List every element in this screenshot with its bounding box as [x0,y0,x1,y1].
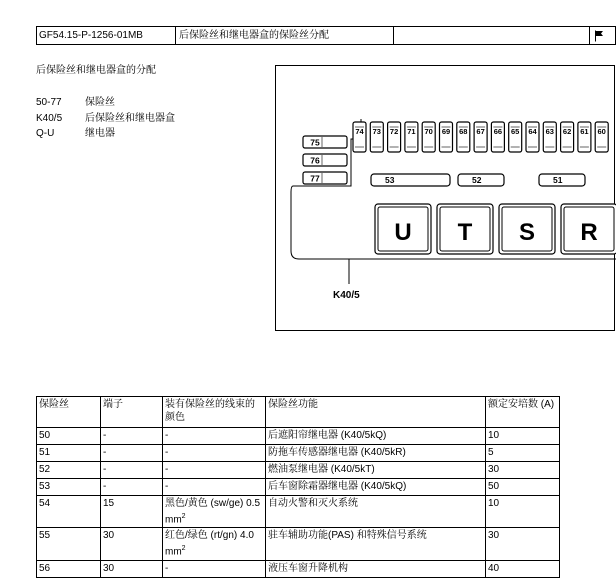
cell-function: 液压车窗升降机构 [266,560,486,577]
fuse-73 [370,122,383,152]
cell-fuse: 51 [37,445,101,462]
fuse-70 [422,122,435,152]
legend-desc: 后保险丝和继电器盒 [85,113,175,124]
cell-color: - [163,479,266,496]
fuse-label: 69 [441,127,451,136]
legend-desc: 保险丝 [85,97,115,108]
fuse-label: 74 [355,127,364,136]
section-title: 后保险丝和继电器盒的分配 [36,65,156,76]
cell-function: 自动火警和灭火系统 [266,496,486,528]
table-header-row [37,397,560,428]
cell-color: 黑色/黄色 (sw/ge) 0.5 $mm^2$ [163,496,266,528]
cell-color: - [163,428,266,445]
relay-label: S [518,219,536,246]
fuse-label: 52 [472,175,482,185]
fuse-label: 60 [597,127,606,136]
cell-terminal: - [101,428,163,445]
document-header [36,26,616,45]
fuse-label: 64 [528,127,537,136]
table-row [37,496,560,528]
cell-function: 后车窗除霜器继电器 (K40/5kQ) [266,479,486,496]
fuse-label: 73 [372,127,381,136]
fuse-label: 62 [562,127,572,136]
table-row [37,528,560,560]
fuse-label: 51 [553,175,563,185]
fuse-64 [526,122,539,152]
cell-fuse: 55 [37,528,101,560]
fuse-table [36,396,560,578]
cell-amps: 30 [486,462,560,479]
fuse-61 [578,122,591,152]
cell-terminal: 30 [101,560,163,577]
legend-code: K40/5 [36,113,63,124]
fuse-51 [539,174,585,186]
fuse-74 [353,122,366,152]
cell-color: 红色/绿色 (rt/gn) 4.0 $mm^2$ [163,528,266,560]
col-header: 额定安培数 (A) [486,397,560,428]
fuse-67 [474,122,487,152]
relay-U [375,204,431,254]
fuse-box-diagram [275,65,615,331]
fuse-76 [303,154,347,166]
fuse-66 [491,122,504,152]
cell-amps: 5 [486,445,560,462]
table-row [37,479,560,496]
flag-icon[interactable] [592,27,614,44]
table-row [37,462,560,479]
relay-label: R [580,219,598,246]
cell-terminal: - [101,445,163,462]
table-row [37,560,560,577]
cell-terminal: 30 [101,528,163,560]
relay-label: U [394,219,412,246]
col-header: 保险丝功能 [266,397,486,428]
cell-fuse: 56 [37,560,101,577]
doc-id: GF54.15-P-1256-01MB [39,30,143,41]
fuse-71 [405,122,418,152]
fuse-69 [440,122,453,152]
cell-function: 后遮阳帘继电器 (K40/5kQ) [266,428,486,445]
cell-fuse: 50 [37,428,101,445]
fuse-65 [509,122,522,152]
fuse-label: 67 [476,127,485,136]
doc-title: 后保险丝和继电器盒的保险丝分配 [179,30,329,41]
cell-color: - [163,462,266,479]
fuse-label: 65 [511,127,520,136]
legend-code: 50-77 [36,97,62,108]
fuse-label: 77 [310,173,320,184]
fuse-label: 68 [459,127,468,136]
cell-color: - [163,445,266,462]
cell-terminal: 15 [101,496,163,528]
fuse-68 [457,122,470,152]
cell-function: 防拖车传感器继电器 (K40/5kR) [266,445,486,462]
fuse-60 [595,122,608,152]
cell-fuse: 52 [37,462,101,479]
cell-amps: 10 [486,496,560,528]
cell-function: 驻车辅助功能(PAS) 和特殊信号系统 [266,528,486,560]
fuse-label: 70 [424,127,433,136]
cell-fuse: 54 [37,496,101,528]
cell-amps: 10 [486,428,560,445]
cell-amps: 30 [486,528,560,560]
fuse-75 [303,136,347,148]
relay-label: T [457,219,473,246]
fuse-label: 63 [545,127,554,136]
fuse-label: 76 [310,155,320,166]
fuse-label: 66 [493,127,503,136]
cell-function: 燃油泵继电器 (K40/5kT) [266,462,486,479]
fuse-52 [458,174,504,186]
fuse-62 [561,122,574,152]
fuse-label: 72 [389,127,399,136]
cell-terminal: - [101,479,163,496]
fuse-label: 71 [407,127,416,136]
cell-terminal: - [101,462,163,479]
fuse-72 [388,122,401,152]
col-header: 保险丝 [37,397,101,428]
fuse-box-drawing [276,66,616,332]
relay-R [561,204,616,254]
legend-desc: 继电器 [85,128,115,139]
fuse-63 [543,122,556,152]
fuse-53 [371,174,450,186]
cell-amps: 40 [486,560,560,577]
relay-S [499,204,555,254]
col-header: 装有保险丝的线束的颜色 [163,397,266,428]
relay-T [437,204,493,254]
cell-amps: 50 [486,479,560,496]
col-header: 端子 [101,397,163,428]
table-row [37,428,560,445]
component-label: K40/5 [333,290,360,301]
fuse-label: 53 [385,175,395,185]
table-row [37,445,560,462]
cell-fuse: 53 [37,479,101,496]
fuse-label: 61 [580,127,589,136]
cell-color: - [163,560,266,577]
fuse-label: 75 [310,137,320,148]
fuse-77 [303,172,347,184]
legend-code: Q-U [36,128,55,139]
